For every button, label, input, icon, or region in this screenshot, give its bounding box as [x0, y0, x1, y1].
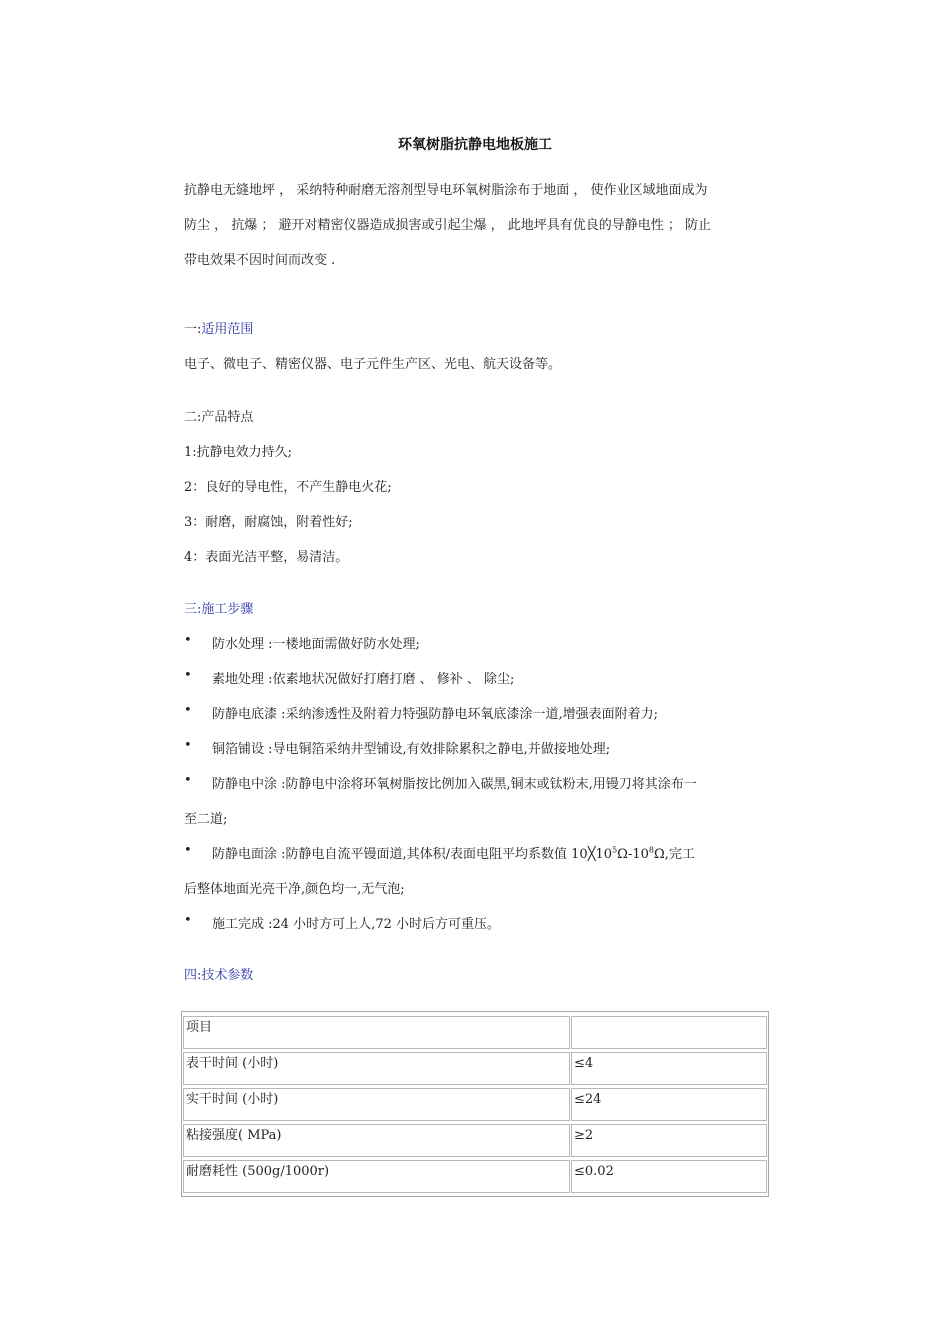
step-item-6-text-c: Ω,完工	[653, 847, 695, 862]
table-cell-value: ≥2	[571, 1124, 767, 1157]
step-item-3: 防静电底漆 :采纳渗透性及附着力特强防静电环氧底漆涂一道,增强表面附着力;	[212, 707, 659, 722]
exponent-8: 8	[648, 845, 654, 855]
bullet-marker: •	[184, 668, 192, 683]
section-2-heading: 二:产品特点	[184, 410, 254, 425]
feature-item-3: 3：耐磨，耐腐蚀，附着性好;	[184, 515, 353, 530]
intro-line-2: 防尘 ， 抗爆 ； 避开对精密仪器造成损害或引起尘爆 ， 此地坪具有优良的导静电性 ； 防止	[184, 218, 712, 233]
step-item-4: 铜箔铺设 :导电铜箔采纳井型铺设,有效排除累积之静电,并做接地处理;	[212, 742, 611, 757]
table-cell-item: 实干时间 (小时)	[183, 1088, 570, 1121]
bullet-marker: •	[184, 703, 192, 718]
feature-item-4: 4：表面光洁平整，易清洁。	[184, 550, 349, 565]
section-3-prefix: 三:	[184, 602, 202, 617]
feature-item-2: 2：良好的导电性，不产生静电火花;	[184, 480, 392, 495]
bullet-marker: •	[184, 843, 192, 858]
table-cell-item: 耐磨耗性 (500g/1000r)	[183, 1160, 570, 1193]
table-cell-value: ≤4	[571, 1052, 767, 1085]
section-1-prefix: 一:	[184, 322, 202, 337]
bullet-marker: •	[184, 738, 192, 753]
feature-item-1: 1:抗静电效力持久;	[184, 445, 293, 460]
section-3-heading	[184, 598, 253, 617]
step-item-1: 防水处理 :一楼地面需做好防水处理;	[212, 637, 420, 652]
section-1-heading	[184, 318, 253, 337]
section-1-body: 电子、微电子、精密仪器、电子元件生产区、光电、航天设备等。	[184, 357, 562, 372]
step-item-6-continued: 后整体地面光亮干净,颜色均一,无气泡;	[184, 882, 405, 897]
document-title: 环氧树脂抗静电地板施工	[398, 137, 552, 153]
table-cell-value: ≤0.02	[571, 1160, 767, 1193]
intro-line-1: 抗静电无缝地坪 ， 采纳特种耐磨无溶剂型导电环氧树脂涂布于地面 ， 使作业区域地面成为	[184, 183, 708, 198]
step-item-2: 素地处理 :依素地状况做好打磨打磨 、 修补 、 除尘;	[212, 672, 515, 687]
step-item-6-text: 防静电面涂 :防静电自流平镘面道,其体积/表面电阻平均系数值 10╳10	[212, 847, 613, 862]
table-header-value	[571, 1016, 767, 1049]
step-item-5-continued: 至二道;	[184, 812, 228, 827]
table-cell-item: 粘接强度( MPa)	[183, 1124, 570, 1157]
table-cell-value: ≤24	[571, 1088, 767, 1121]
section-3-title: 施工步骤	[201, 602, 254, 617]
exponent-5: 5	[612, 845, 618, 855]
bullet-marker: •	[184, 913, 192, 928]
step-item-5: 防静电中涂 :防静电中涂将环氧树脂按比例加入碳黑,铜末或钛粉末,用镘刀将其涂布一	[212, 777, 697, 792]
section-4-heading: 四:技术参数	[184, 968, 254, 983]
step-item-7: 施工完成 :24 小时方可上人,72 小时后方可重压。	[212, 917, 500, 932]
bullet-marker: •	[184, 633, 192, 648]
table-header-item: 项目	[183, 1016, 570, 1049]
step-item-6-text-b: Ω-10	[617, 847, 649, 862]
bullet-marker: •	[184, 773, 192, 788]
intro-line-3: 带电效果不因时间而改变 .	[184, 253, 336, 268]
section-1-title: 适用范围	[201, 322, 254, 337]
table-cell-item: 表干时间 (小时)	[183, 1052, 570, 1085]
step-item-6	[212, 843, 695, 862]
